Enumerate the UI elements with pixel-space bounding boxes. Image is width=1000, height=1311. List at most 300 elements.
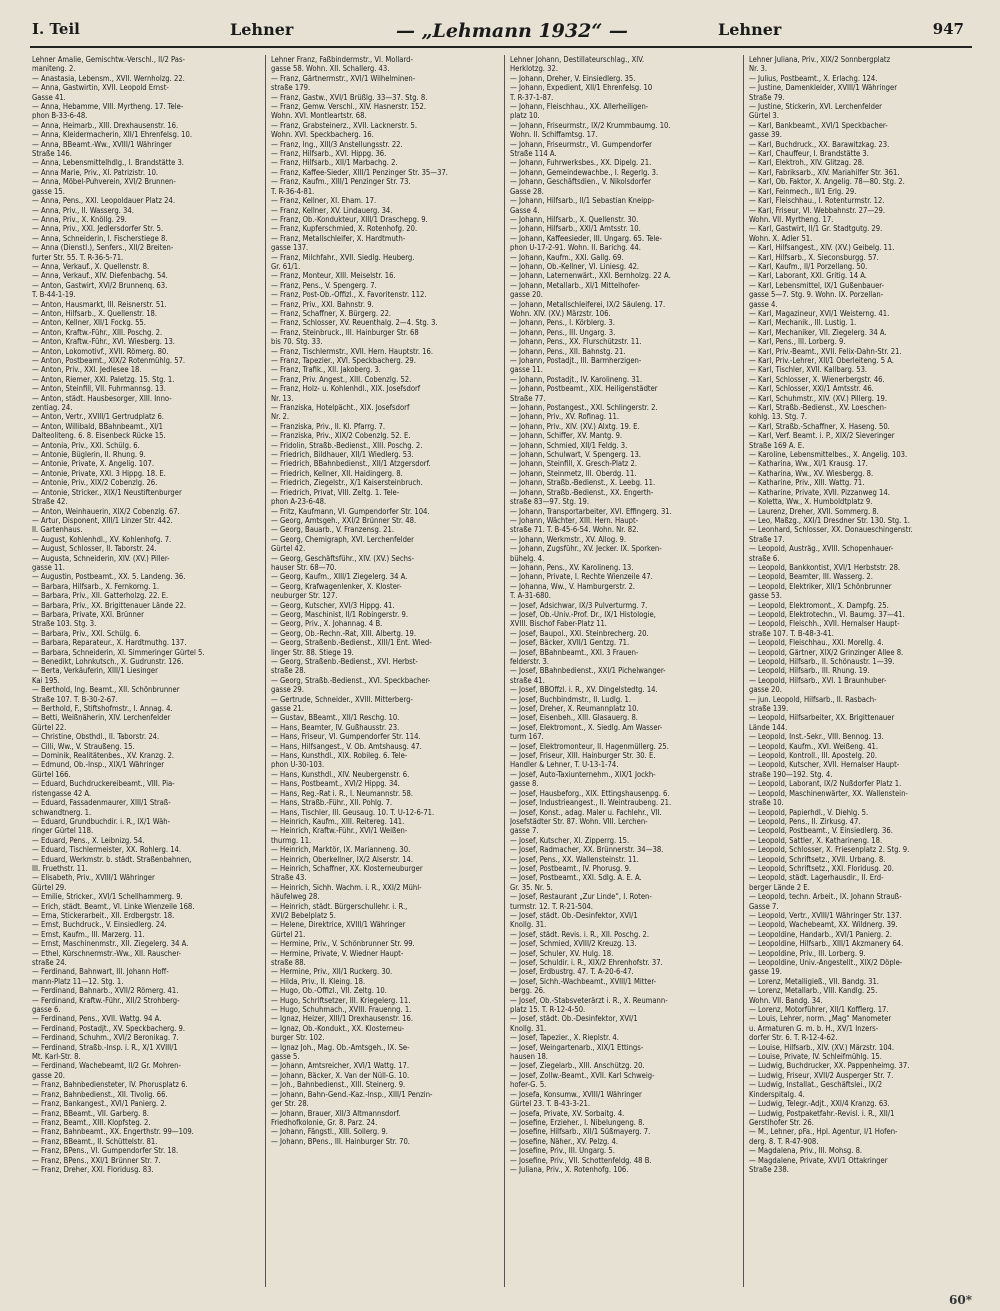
directory-line: — Johann, Pens., III. Ungarg. 3.	[510, 327, 616, 337]
directory-line: — Ludwig, Postpaketfahr.-Revisl. i. R., XII/1	[749, 1108, 895, 1118]
directory-line: — Georg, Chemigraph, XVI. Lerchenfelder	[271, 534, 414, 544]
directory-line: bühelg. 4.	[510, 553, 545, 563]
directory-line: gasse 20.	[749, 685, 782, 695]
directory-line: — Georg, Amtsgeh., XXI/2 Brünner Str. 48.	[271, 515, 417, 525]
directory-line: — M., Lehner, pFa., Hpl. Agentur, I/1 Hofen-	[749, 1127, 898, 1137]
directory-line: — Anton, Steinfill, VII. Fuhrmannsg. 13.	[32, 384, 166, 394]
directory-line: straße 179.	[271, 83, 311, 93]
directory-line: — Josef, Konst., adag. Maler u. Fachlehr., VII.	[510, 807, 662, 817]
directory-line: — Karl, Lebensmittel, IX/1 Gußenbauer-	[749, 280, 885, 290]
directory-line: Nr. 3.	[749, 64, 768, 74]
directory-line: Straße 238.	[749, 1164, 789, 1174]
directory-line: neuburger Str. 127.	[271, 591, 338, 601]
directory-line: — Johann, Schulwart, V. Spengerg. 13.	[510, 450, 641, 460]
directory-line: — Georg, Kutscher, XVI/3 Hippg. 41.	[271, 600, 395, 610]
directory-line: bis 70. Stg. 33.	[271, 337, 323, 347]
column-4	[749, 55, 977, 1287]
directory-line: — Josef, Auto-Taxiunternehm., XIX/1 Jockh-	[510, 769, 656, 779]
directory-line: — Franz, Post-Ob.-Offizl., X. Favoritenstr. 112.	[271, 290, 427, 300]
directory-line: — Johann, Postadjt., III. Barmherzigen-	[510, 356, 642, 365]
directory-line: — Johann, Postadjt., IV. Karolineng. 31.	[510, 374, 643, 384]
directory-line: — Johann, Postangest., XXI. Schlingerstr. 2.	[510, 403, 658, 413]
directory-line: — Johann, Pens., XII. Bahnstg. 21.	[510, 346, 626, 356]
directory-line: — Anton, Lokomotivf., XVII. Römerg. 80.	[32, 346, 169, 356]
directory-line: — Johann, Gemeindewachbe., I. Regerlg. 3.	[510, 167, 659, 177]
directory-line: — Josef, Sichh.-Wachbeamt., XVIII/1 Mitter-	[510, 976, 657, 986]
directory-line: — Franz, BPens., VI. Gumpendorfer Str. 18.	[32, 1146, 179, 1156]
directory-line: — Josefine, Priv., VII. Schottenfeldg. 48 B.	[510, 1155, 652, 1165]
directory-line: gasse 21.	[271, 704, 304, 714]
directory-line: — Leopold, Pens., II. Zirkusg. 47.	[749, 816, 861, 826]
directory-line: — Heinrich, städt. Bürgerschullehr. i. R.,	[271, 901, 408, 911]
directory-line: — Karl, Chauffeur, I. Brandstätte 3.	[749, 149, 869, 159]
directory-line: thurmg. 11.	[271, 835, 312, 845]
directory-line: — Lorenz, Metallarb., VIII. Kandlg. 25.	[749, 986, 878, 996]
directory-line: — Josef, städt. Ob.-Desinfektor, XVI/1	[510, 1014, 638, 1024]
directory-line: — Elisabeth, Priv., XVIII/1 Währinger	[32, 873, 155, 883]
directory-line: — Josef, Eisenbeh., XIII. Glasauerg. 8.	[510, 713, 638, 723]
directory-line: straße 139.	[749, 704, 789, 714]
directory-line: Straße 42.	[32, 497, 68, 507]
directory-line: — Karl, Feinmech., II/1 Erlg. 29.	[749, 186, 857, 196]
directory-line: straße 41.	[510, 675, 545, 685]
directory-line: — Anna, Priv., XXI. Jedlersdorfer Str. 5.	[32, 224, 164, 234]
directory-line: maniteng. 2.	[32, 64, 76, 74]
directory-line: straße 28.	[271, 666, 306, 676]
directory-line: — Georg, Straßenb.-Bedienst., XIII/1 Ent. Wied-	[271, 638, 432, 648]
directory-line: — Anastasia, Lebensm., XVII. Wernholzg. 22.	[32, 73, 185, 83]
directory-line: — Johann, Fängstl., XIII. Sollerg. 9.	[271, 1127, 388, 1137]
directory-line: — Barbara, Schneiderin, XI. Simmeringer Gürtel 5.	[32, 647, 205, 657]
part-label: I. Teil	[32, 20, 80, 38]
directory-line: Gürtel 23. T. B-43-3-21.	[510, 1099, 591, 1109]
directory-line: — Anna, Verkauf., X. Quellenstr. 8.	[32, 261, 150, 271]
directory-line: — Karl, Hilfsarb., X. Sieconsburgg. 57.	[749, 252, 879, 262]
directory-line: straße 190—192. Stg. 4.	[749, 769, 833, 779]
directory-line: burger Str. 102.	[271, 1033, 325, 1043]
directory-line: — Berta, Verkäuferin, XIII/1 Liesinger	[32, 666, 158, 676]
directory-line: — jun. Leopold, Hilfsarb., II. Rasbach-	[749, 694, 877, 704]
directory-line: — Josef, Bäcker, XVII/1 Gentzg. 71.	[510, 638, 630, 648]
directory-line: Gr. 35. Nr. 5.	[510, 882, 553, 892]
directory-line: Wohn. X. Adler 51.	[749, 233, 813, 243]
directory-line: — Karl, Laborant, XXI. Gritig. 14 A.	[749, 271, 867, 281]
column-2	[271, 55, 499, 1287]
directory-line: — Joh., Bahnbedienst., XIII. Steinerg. 9.	[271, 1080, 406, 1090]
directory-line: — Heinrich, Kraftw.-Führ., XVI/1 Weißen-	[271, 826, 408, 836]
directory-line: — Ernst, Buchdruck., V. Einsiedlerg. 24.	[32, 920, 167, 930]
directory-line: gasse 137.	[271, 243, 309, 253]
directory-line: Wohn. VII. Bandg. 34.	[749, 995, 823, 1005]
directory-line: — Johann, Kaufm., XXI. Gallg. 69.	[510, 252, 624, 262]
directory-line: — Karl, Ob. Faktor, X. Angelig. 78—80. Stg. 2.	[749, 177, 905, 187]
directory-line: — Franz, Hilfsarb., XVI. Hippg. 36.	[271, 149, 387, 159]
directory-line: — Anna, Schneiderin, I. Fischerstiege 8.	[32, 233, 168, 243]
directory-line: — Leopold, Hilfsarb., II. Schönaustr. 1—39.	[749, 657, 895, 666]
directory-line: hausen 18.	[510, 1052, 548, 1062]
directory-line: — Benedikt, Lohnkutsch., X. Gudrunstr. 126.	[32, 657, 184, 666]
directory-line: — Franziska, Priv., II. Kl. Pfarrg. 7.	[271, 421, 386, 431]
directory-line: — Erich, städt. Beamt., VI. Linke Wienzeile 168.	[32, 901, 195, 911]
directory-line: — Leopold, Schriftsetz., XXI. Floridusg. 20.	[749, 863, 894, 873]
directory-line: — Johann, Metallschleiferei, IX/2 Säuleng. 17.	[510, 299, 666, 309]
directory-line: straße 83—97. Stg. 19.	[510, 497, 590, 507]
directory-line: Gürtel 29.	[32, 882, 67, 892]
directory-line: — Barbara, Private, XXI. Brünner	[32, 609, 144, 619]
directory-line: — Louis, Lehrer, norm. „Mag“ Manometer	[749, 1014, 892, 1024]
directory-line: — Antonia, Priv., XXI. Schülg. 6.	[32, 440, 140, 450]
directory-line: straße 24.	[32, 958, 67, 967]
directory-line: — Josef, BBahnbeamt., XXI. 3 Frauen-	[510, 647, 639, 657]
directory-line: — Karl, Mechaniker, VII. Ziegelerg. 34 A.	[749, 327, 887, 337]
directory-line: — Johann, Fuhrwerksbes., XX. Dipelg. 21.	[510, 158, 652, 168]
directory-line: — Georg, Bauarb., V. Franzensg. 21.	[271, 525, 395, 535]
directory-line: — Karl, Schuhmstr., XIV. (XV.) Pillerg. 19.	[749, 393, 888, 403]
directory-line: — Johann, Laternenwärt., XXI. Bernholzg. 22 A.	[510, 271, 671, 281]
directory-line: — Johann, Private, I. Rechte Wienzeile 47.	[510, 572, 653, 582]
directory-line: — Berthold, Ing. Beamt., XII. Schönbrunner	[32, 685, 180, 695]
directory-line: ger Str. 28.	[271, 1099, 309, 1109]
directory-line: — Josefine, Priv., III. Ungarg. 5.	[510, 1146, 615, 1156]
directory-line: phon U-17-2-91. Wohn. II. Barichg. 44.	[510, 243, 641, 253]
directory-line: — Josef, Postbeamt., IV. Phorusg. 9.	[510, 863, 632, 873]
directory-line: Herklotzg. 32.	[510, 64, 558, 74]
directory-line: — Leopold, Elektrotechn., VI. Baumg. 37—41.	[749, 609, 905, 619]
directory-line: — Leopold, Wachebeamt, XX. Wildnerg. 39.	[749, 920, 898, 930]
running-head-right: Lehner	[718, 20, 782, 39]
directory-line: gasse 11.	[510, 365, 543, 375]
directory-line: — Fridolin, Straßb.-Bedienst., XIII. Poschg. 2.	[271, 440, 423, 450]
directory-line: — Johann, Friseurmstr., VI. Gumpendorfer	[510, 139, 652, 149]
directory-line: — Josefine, Hilfsarb., XII/1 Süßmayerg. 7.	[510, 1127, 651, 1137]
directory-line: — Katharina, Ww., XV. Wiesbergg. 8.	[749, 468, 874, 478]
directory-line: — Johann, Steinfill, X. Gresch-Platz 2.	[510, 459, 638, 469]
directory-line: — Heinrich, Oberkellner, IX/2 Alserstr. 14.	[271, 854, 413, 864]
directory-line: straße 71. T. B-45-6-54. Wohn. Nr. 82.	[510, 525, 639, 535]
directory-line: — Karl, Schlosser, X. Wienerbergstr. 46.	[749, 374, 885, 384]
directory-line: — Ferdinand, Bahnarb., XVII/2 Römerg. 41.	[32, 986, 179, 996]
directory-line: Dalteoliteng. 6. 8. Eisenbeck Rücke 15.	[32, 431, 166, 441]
directory-line: — Leopold, Beamter, III. Wasserg. 2.	[749, 572, 873, 582]
directory-line: — Josef, Restaurant „Zur Linde“, I. Roten-	[510, 892, 652, 902]
directory-line: — Anna, Kleidermacherin, XII/1 Ehrenfelsg. 10.	[32, 130, 193, 140]
directory-line: — Franz, Gärtnermstr., XVI/1 Wilhelminen-	[271, 73, 416, 83]
directory-line: — Eduard, Werkmstr. b. städt. Straßenbahnen,	[32, 854, 192, 864]
directory-line: — Anna, Gastwirtin, XVII. Leopold Ernst-	[32, 83, 169, 93]
directory-line: — Georg, Priv., X. Johannag. 4 B.	[271, 619, 383, 629]
directory-line: T. R-37-1-87.	[510, 92, 554, 102]
directory-line: — Anton, Vertr., XVIII/1 Gertrudplatz 6.	[32, 412, 164, 422]
directory-line: — Josef, Ob.-Stabsveterärzt i. R., X. Reumann-	[510, 995, 668, 1005]
directory-line: — Anton, Postbeamt., XIX/2 Rotenmühlg. 57.	[32, 356, 186, 365]
directory-line: — Johann, Bäcker, X. Van der Nüll-G. 10.	[271, 1070, 410, 1080]
directory-line: — Johann, Ob.-Kellner, VI. Liniesg. 42.	[510, 261, 640, 271]
directory-line: — Ludwig, Telegr.-Adjt., XXI/4 Kranzg. 63.	[749, 1099, 890, 1109]
directory-line: — Josef, Tapezier., X. Rieplstr. 4.	[510, 1033, 619, 1043]
directory-line: — Johann, Friseurmstr., IX/2 Krummbaumg. 10.	[510, 120, 671, 130]
directory-line: — Johanna, Ww., V. Hamburgerstr. 2.	[510, 581, 635, 591]
directory-line: — Augustin, Postbeamt., XX. 5. Landeng. 36.	[32, 572, 186, 582]
directory-line: platz 10.	[510, 111, 540, 121]
directory-line: — Karl, Fleischhau., I. Rotenturmstr. 12.	[749, 196, 885, 206]
directory-line: — Augusta, Schneiderin, XIV. (XV.) Piller-	[32, 553, 170, 563]
directory-line: — Karl, Kaufm., II/1 Porzellang. 50.	[749, 261, 868, 271]
directory-line: — Franz, Kaufm., XIII/1 Penzinger Str. 73.	[271, 177, 411, 187]
directory-line: — Karl, Priv.-Lehrer, XII/1 Oberleiteng. 5 A.	[749, 356, 894, 365]
directory-line: Kinderspitalg. 4.	[749, 1089, 805, 1099]
directory-line: straße 88.	[271, 958, 306, 967]
directory-line: ristengasse 42 A.	[32, 788, 92, 798]
directory-line: — Josef, Postbeamt., XXI. Sdlg. A. E. A.	[510, 873, 642, 883]
directory-line: — Antonie, Priv., XIX/2 Cobenzlg. 26.	[32, 478, 158, 488]
directory-line: — Leopold, Gärtner, XIX/2 Grinzinger Allee 8.	[749, 647, 904, 657]
directory-line: — Ferdinand, Wachebeamt, II/2 Gr. Mohren-	[32, 1061, 181, 1071]
directory-line: — Anna (Dienstl.), Senfers., XII/2 Breiten-	[32, 243, 174, 253]
directory-line: — Lorenz, Motorführer, XII/1 Kofflerg. 17.	[749, 1005, 889, 1015]
directory-line: — Erna, Stickerarbeit., XII. Erdbergstr. 18.	[32, 910, 175, 920]
directory-line: — Josef, Dreher, X. Reumannplatz 10.	[510, 704, 639, 714]
directory-line: — Josef, BBahnbedienst., XXI/1 Pichelwanger-	[510, 666, 666, 676]
directory-line: — Hans, Straßb.-Führ., XII. Pohlg. 7.	[271, 798, 393, 808]
directory-line: — Anton, Kraftw.-Führ., XVI. Wiesberg. 13.	[32, 337, 175, 347]
directory-line: — Magdalene, Private, XVI/1 Ottakringer	[749, 1155, 888, 1165]
directory-line: Straße 79.	[749, 92, 785, 102]
directory-line: Straße 17.	[749, 534, 785, 544]
directory-line: — Anton, Willibald, BBahnbeamt., XI/1	[32, 421, 163, 431]
directory-line: — Johann, Schiffer, XV. Mantg. 9.	[510, 431, 623, 441]
directory-line: Wohn. XVI. Montleartstr. 68.	[271, 111, 367, 121]
directory-line: — Franz, Holz- u. Kohlenhdl., XIX. Josefsdorf	[271, 384, 421, 394]
directory-line: hauser Str. 68—70.	[271, 562, 337, 572]
directory-line: — Franz, BBeamt., II. Schüttelstr. 81.	[32, 1136, 158, 1146]
directory-line: — Anna, Priv., II. Wasserg. 34.	[32, 205, 134, 215]
directory-line: — Leopold, techn. Arbeit., IX. Johann Strauß-	[749, 892, 902, 902]
directory-line: — Hugo, Schriftsetzer, III. Kriegelerg. 11.	[271, 995, 411, 1005]
directory-line: — Anton, Weinhauerin, XIX/2 Cobenzlg. 67.	[32, 506, 180, 516]
directory-line: — Leopold, Kaufm., XVI. Weißeng. 41.	[749, 741, 879, 751]
directory-line: — Franz, Bahnbediensteter, IV. Phorusplatz 6.	[32, 1080, 188, 1090]
directory-line: Wohn. VII. Myrtheng. 17.	[749, 214, 834, 224]
directory-line: — Franz, Ob.-Kondukteur, XIII/1 Draschepg. 9.	[271, 214, 428, 224]
directory-line: XVI/2 Bebelplatz 5.	[271, 910, 336, 920]
directory-line: Knollg. 31.	[510, 920, 547, 930]
directory-line: — Anton, Priv., XXI. Jedlesee 18.	[32, 365, 142, 375]
directory-line: — Leopold, Elektriker, XII/1 Schönbrunner	[749, 581, 892, 591]
directory-line: — Leopold, Kutscher, XVII. Hernalser Haupt-	[749, 760, 900, 770]
directory-line: Lehner Johann, Destillateurschlag., XIV.	[510, 55, 645, 64]
directory-line: Gasse 4.	[510, 205, 540, 215]
directory-line: — Franz, Gastw., XVI/1 Brüßlg. 33—37. Stg. 8.	[271, 92, 428, 102]
directory-line: — Friedrich, Privat, VIII. Zeltg. 1. Tele-	[271, 487, 400, 497]
directory-line: — Franziska, Priv., XIX/2 Cobenzlg. 52. E.	[271, 431, 411, 441]
directory-line: — Johann, BPens., III. Hainburger Str. 70.	[271, 1136, 410, 1146]
directory-line: — Antonie, Private, XXI. 3 Hippg. 18. E.	[32, 468, 166, 478]
directory-line: — Franz, BPens., XXI/1 Brünner Str. 7.	[32, 1155, 161, 1165]
directory-line: — Josef, Hausbeforg., XIX. Ettingshausenpg. 6.	[510, 788, 670, 798]
directory-line: — Leopold, Sattler, X. Katharineng. 18.	[749, 835, 883, 845]
directory-line: — Leopold, Postbeamt., V. Einsiedlerg. 36.	[749, 826, 893, 836]
directory-line: ringer Gürtel 118.	[32, 826, 94, 836]
directory-line: — Karl, Buchdruck., XX. Barawitzkag. 23.	[749, 139, 890, 149]
directory-line: — Hans, Beamter, IV. Gußhausstr. 23.	[271, 722, 400, 732]
directory-line: — Emilie, Stricker., XVI/1 Schellhammerg. 9.	[32, 892, 183, 902]
directory-line: — Karl, Bankbeamt., XVI/1 Speckbacher-	[749, 120, 888, 130]
directory-line: — Johann, Straßb.-Bedienst., X. Leebg. 11.	[510, 478, 656, 488]
directory-line: — Josef, Weingartenarb., XIX/1 Ettings-	[510, 1042, 644, 1052]
directory-line: — Eduard, Fassadenmaurer, XIII/1 Straß-	[32, 798, 171, 808]
directory-line: — Josef, Ziegelarb., XIII. Anschützg. 20.	[510, 1061, 645, 1071]
directory-line: — Ernst, Kaufm., III. Marzerg. 11.	[32, 929, 145, 939]
directory-line: — Franz, Bankangest., XVI/1 Panierg. 2.	[32, 1099, 167, 1109]
directory-line: — Leopold, Fleischhau., XXI. Morellg. 4.	[749, 638, 884, 648]
directory-line: — Franz, Beamt., XIII. Klopfsteg. 2.	[32, 1117, 151, 1127]
directory-line: — Josef, Zollw.-Beamt., XVII. Karl Schweig-	[510, 1070, 655, 1080]
directory-line: Knollg. 31.	[510, 1023, 547, 1033]
directory-line: Gr. 61/1.	[271, 261, 301, 271]
directory-line: — Berthold, F., Stiftshofmstr., I. Annag. 4.	[32, 704, 173, 714]
directory-line: — Anna, Heimarb., XIII. Drexhausenstr. 16.	[32, 120, 179, 130]
directory-line: — Johann, Hilfsarb., XXI/1 Amtsstr. 10.	[510, 224, 641, 234]
directory-line: — Anton, Gastwirt, XVI/2 Brunnenq. 63.	[32, 280, 168, 290]
directory-line: Nr. 13.	[271, 393, 294, 403]
directory-line: — Franz, Steinbruck., III. Hainburger Str. 68	[271, 327, 419, 337]
directory-line: — Franz, Bahnbedienst., XII. Tivolig. 66.	[32, 1089, 168, 1099]
directory-line: — Leopoldine, Hilfsarb., XIII/1 Akzmanery 64.	[749, 939, 904, 949]
directory-line: gasse 53.	[749, 591, 782, 601]
directory-line: — Anton, Kraftw.-Führ., XIII. Poschg. 2.	[32, 327, 163, 337]
directory-line: — Leopold, Inst.-Sekr., VIII. Bennog. 13.	[749, 732, 884, 742]
directory-line: zentiag. 24.	[32, 403, 73, 413]
directory-line: — Karl, Straßb.-Bedienst., XV. Loeschen-	[749, 403, 887, 413]
directory-line: — Barbara, Priv., XII. Gatterholzg. 22. E.	[32, 591, 169, 601]
directory-line: — Johann, Geschäftsdien., V. Nikolsdorfer	[510, 177, 651, 187]
directory-line: — Josef, Radmacher, XX. Brünnerstr. 34—38.	[510, 845, 664, 855]
directory-line: — Gustav, BBeamt., XII/1 Reschg. 10.	[271, 713, 400, 723]
directory-line: Kai 195.	[32, 675, 60, 685]
directory-line: — Josefa, Konsumw., XVIII/1 Währinger	[510, 1089, 642, 1099]
directory-line: — Antonie, Büglerin, II. Rhung. 9.	[32, 450, 146, 460]
directory-line: gasse 4.	[749, 299, 778, 309]
directory-line: — Heinrich, Sichh. Wachm. i. R., XXI/2 Mühl-	[271, 882, 422, 892]
directory-line: — Leopold, Schlosser, X. Friesenplatz 2. Stg. 9.	[749, 845, 910, 855]
directory-line: — Johann, Expedient, XII/1 Ehrenfelsg. 10	[510, 83, 653, 93]
directory-line: — Karl, Elektroh., XIV. Glitzag. 28.	[749, 158, 865, 168]
directory-line: — Josef, Pens., XX. Wallensteinstr. 11.	[510, 854, 639, 864]
directory-line: — Anton, Riemer, XXI. Paletzg. 15. Stg. 1.	[32, 374, 175, 384]
directory-line: — Justine, Damenkleider, XVIII/1 Währinger	[749, 83, 898, 93]
directory-line: — Johann, Wächter, XIII. Hern. Haupt-	[510, 515, 639, 525]
directory-line: derg. 8. T. R-47-908.	[749, 1136, 819, 1146]
directory-line: — Karl, Friseur, VI. Webbahnstr. 27—29.	[749, 205, 886, 215]
directory-line: — Josef, Schuldir. i. R., XIX/2 Ehrenhofstr. 37.	[510, 958, 663, 967]
directory-line: Straße 77.	[510, 393, 546, 403]
directory-line: — Heinrich, Schaffner, XX. Klosterneuburger	[271, 863, 423, 873]
directory-line: Lände 144.	[749, 722, 788, 732]
directory-line: — Ferdinand, Straßb.-Insp. i. R., X/1 XVIII/1	[32, 1042, 178, 1052]
directory-line: — Anna, Pens., XXI. Leopoldauer Platz 24.	[32, 196, 176, 206]
directory-line: — Anton, städt. Hausbesorger, XIII. Inno-	[32, 393, 172, 403]
directory-line: — Hans, Tischler, III. Geusaug. 10. T. U-12-6-71.	[271, 807, 435, 817]
directory-line: — Ferdinand, Bahnwart, III. Johann Hoff-	[32, 967, 169, 977]
column-1	[32, 55, 260, 1287]
directory-line: — Johann, Amtsreicher, XVI/1 Wattg. 17.	[271, 1061, 409, 1071]
directory-line: bergg. 26.	[510, 986, 546, 996]
directory-line: — Anna Marie, Priv., XI. Patrizistr. 10.	[32, 167, 159, 177]
directory-line: — Ferdinand, Postadjt., XV. Speckbacherg. 9.	[32, 1023, 186, 1033]
directory-line: T. R-36-4-81.	[271, 186, 315, 196]
directory-line: Straße 146.	[32, 149, 72, 159]
directory-line: — Karl, Verf. Beamt. i. P., XIX/2 Sieveringer	[749, 431, 895, 441]
directory-line: — Edmund, Ob.-Insp., XIX/1 Währinger	[32, 760, 165, 770]
directory-line: — Johann, Priv., XV. Rofinag. 11.	[510, 412, 620, 422]
directory-line: — Hilda, Priv., II. Kleing. 18.	[271, 976, 366, 986]
directory-line: — Louise, Private, IV. Schleifmühlg. 15.	[749, 1052, 882, 1062]
directory-line: — Franz, Schaffner, X. Bürgerg. 22.	[271, 308, 392, 318]
running-head-left: Lehner	[230, 20, 294, 39]
directory-line: — Josef, Schmied, XVIII/2 Kreuzg. 13.	[510, 939, 637, 949]
directory-line: — Karoline, Lebensmittelbes., X. Angelig. 103.	[749, 450, 908, 460]
directory-line: — Friedrich, BBahnbedienst., XII/1 Atzgersdorf.	[271, 459, 431, 469]
directory-line: — Josef, Industrieangest., II. Weintraubeng. 21.	[510, 798, 672, 808]
directory-line: — Ignaz, Ob.-Kondukt., XX. Klosterneu-	[271, 1023, 405, 1033]
directory-line: — Franz, Tapezier., XVI. Speckbacherg. 29.	[271, 356, 416, 365]
column-divider	[504, 55, 505, 1287]
directory-line: häufelweg 28.	[271, 892, 320, 902]
directory-line: platz 15. T. R-12-4-50.	[510, 1005, 586, 1015]
directory-line: gasse 7.	[510, 826, 539, 836]
directory-line: — Leopoldine, Handarb., XVI/1 Panierg. 2.	[749, 929, 892, 939]
directory-line: — Franz, Monteur, XIII. Meiselstr. 16.	[271, 271, 396, 281]
directory-line: gasse 11.	[32, 562, 65, 572]
directory-line: gasse 19.	[749, 967, 782, 977]
directory-line: — Anna, Möbel-Puhverein, XVI/2 Brunnen-	[32, 177, 176, 187]
directory-line: — Barbara, Reparateur., X. Hardtmuthg. 137.	[32, 638, 187, 648]
directory-line: — Artur, Disponent, XIII/1 Linzer Str. 442.	[32, 515, 173, 525]
directory-line: Wohn. XVI. Speckbacherg. 16.	[271, 130, 374, 140]
directory-line: — Johann, Dreher, V. Einsiedlerg. 35.	[510, 73, 636, 83]
directory-line: — Karl, Priv.-Beamt., XVII. Felix-Dahn-Str. 21.	[749, 346, 902, 356]
directory-line: — Leopold, Hilfsarb., III. Rhung. 19.	[749, 666, 870, 676]
directory-line: Wohn. XIV. (XV.) Märzstr. 106.	[510, 308, 611, 318]
directory-line: — Johann, Steinmetz, III. Oberdg. 11.	[510, 468, 637, 478]
signature-mark: 60*	[949, 1293, 972, 1307]
directory-line: — Ernst, Maschinenmstr., XII. Ziegelerg. 34 A.	[32, 939, 189, 949]
directory-line: — Leopoldine, Univ.-Angestellt., XIX/2 Döple-	[749, 958, 903, 967]
directory-line: — Anton, Kellner, XII/1 Fockg. 55.	[32, 318, 146, 328]
directory-line: — Eduard, Buchdruckereibeamt., VIII. Pia-	[32, 779, 175, 789]
directory-line: — Franz, Dreher, XXI. Floridusg. 83.	[32, 1164, 154, 1174]
publication-title: — „Lehmann 1932“ —	[396, 20, 628, 42]
directory-line: straße 10.	[749, 798, 784, 808]
directory-line: — Franziska, Hotelpächt., XIX. Josefsdorf	[271, 403, 410, 413]
directory-line: phon B-33-6-48.	[32, 111, 88, 121]
directory-line: Mt. Karl-Str. 8.	[32, 1052, 81, 1062]
directory-line: — Johann, Transportarbeiter, XVI. Effingerg. 31.	[510, 506, 672, 516]
directory-line: — Hermine, Priv., V. Schönbrunner Str. 99.	[271, 939, 415, 949]
directory-line: — Josef, Erdbustrg. 47. T. A-20-6-47.	[510, 967, 634, 977]
directory-line: — Leopold, Hilfsarb., XVI. 1 Braunhuber-	[749, 675, 887, 685]
directory-line: — Eduard, Pens., X. Leibnizg. 54.	[32, 835, 145, 845]
directory-line: — Heinrich, Marktör, IX. Marianneng. 30.	[271, 845, 411, 855]
directory-line: — Ludwig, Buchdrucker, XX. Pappenheimg. 37.	[749, 1061, 910, 1071]
directory-line: — Georg, Krafwagenlenker, X. Kloster-	[271, 581, 402, 591]
directory-line: — Barbara, Hilfsarb., X. Fernkorng. 1.	[32, 581, 160, 591]
directory-line: — Johann, Hilfsarb., II/1 Sebastian Kneipp-	[510, 196, 655, 206]
directory-line: — Karl, Straßb.-Schaffner, X. Haseng. 50.	[749, 421, 890, 431]
directory-line: Lehner Juliana, Priv., XIX/2 Sonnbergplatz	[749, 55, 891, 64]
directory-line: — Leopold, Elektromont., X. Dampfg. 25.	[749, 600, 889, 610]
directory-line: — Josef, städt. Ob.-Desinfektor, XVI/1	[510, 910, 638, 920]
